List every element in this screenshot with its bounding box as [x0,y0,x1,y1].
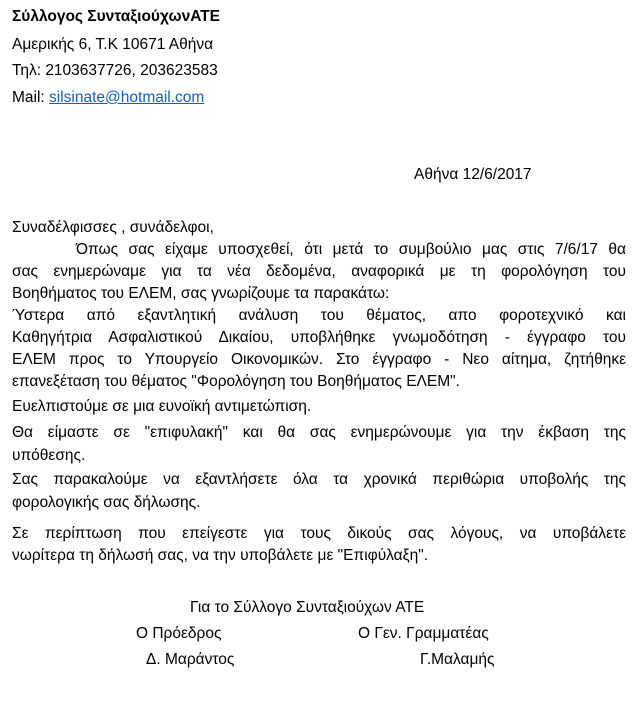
paragraph-line: Καθηγήτρια Ασφαλιστικού Δικαίου, υποβλήθηκε γνωμοδότηση - έγγραφο του [12,329,626,346]
signature-left-title: Ο Πρόεδρος [136,625,222,642]
signature-left-name: Δ. Μαράντος [146,651,235,668]
paragraph-line: ΕΛΕΜ προς το Υπουργείο Οικονομικών. Στο έγγραφο - Νεο αίτημα, ζητήθηκε [12,351,626,368]
paragraph-line: υπόθεσης. [12,447,86,464]
org-mail [12,88,204,108]
paragraph-line: νωρίτερα τη δήλωσή σας, να την υποβάλετε με "Επιφύλαξη". [12,547,429,564]
salutation: Συναδέλφισσες , συνάδελφοι, [12,219,214,236]
signature-for-line: Για το Σύλλογο Συνταξιούχων ΑΤΕ [190,599,425,616]
date-line: Αθήνα 12/6/2017 [414,166,532,183]
org-phone: Τηλ: 2103637726, 203623583 [12,62,218,79]
paragraph-line: Θα είμαστε σε "επιφυλακή" και θα σας ενημερώνουμε για την έκβαση της [12,424,626,441]
paragraph-line: σας ενημερώναμε για τα νέα δεδομένα, αναφορικά με τη φορολόγηση του [12,263,626,280]
paragraph-line: Ευελπιστούμε σε μια ευνοϊκή αντιμετώπιση. [12,398,312,415]
paragraph-line: επανεξέταση του θέματος "Φορολόγηση του Βοηθήματος ΕΛΕΜ". [12,373,460,390]
org-name: Σύλλογος ΣυνταξιούχωνΑΤΕ [12,8,220,25]
paragraph-line: Σας παρακαλούμε να εξαντλήσετε όλα τα χρονικά περιθώρια υποβολής της [12,471,626,488]
paragraph-line: Όπως σας είχαμε υποσχεθεί, ότι μετά το συμβούλιο μας στις 7/6/17 θα [76,241,626,258]
mail-link[interactable]: silsinate@hotmail.com [49,89,205,106]
mail-label: Mail: [12,89,45,106]
paragraph-line: Σε περίπτωση που επείγεστε για τους δικούς σας λόγους, να υποβάλετε [12,525,626,542]
signature-right-title: Ο Γεν. Γραμματέας [358,625,489,642]
paragraph-line: Βοηθήματος του ΕΛΕΜ, σας γνωρίζουμε τα παρακάτω: [12,285,390,302]
org-address: Αμερικής 6, Τ.Κ 10671 Αθήνα [12,36,214,53]
signature-right-name: Γ.Μαλαμής [420,651,495,668]
paragraph-line: φορολογικής σας δήλωσης. [12,494,201,511]
paragraph-line: Ύστερα από εξαντλητική ανάλυση του θέματος, απο φοροτεχνικό και [12,307,626,324]
